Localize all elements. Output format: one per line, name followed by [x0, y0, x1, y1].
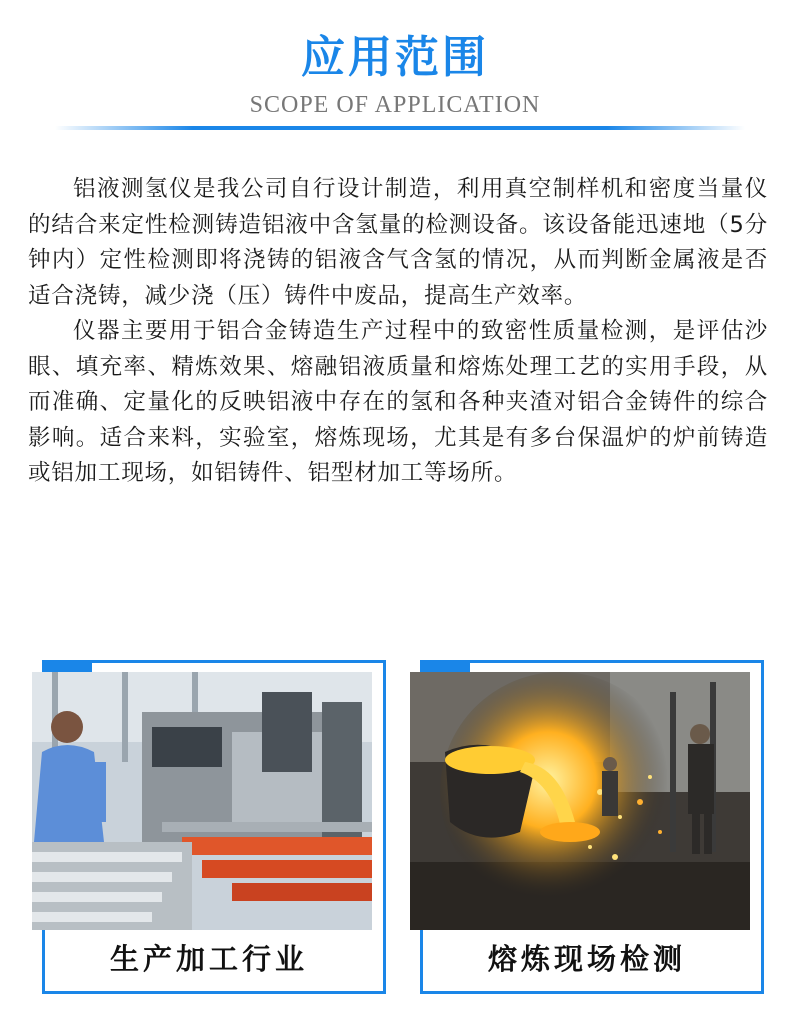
molten-metal-pouring-photo: [410, 672, 750, 930]
title-underline: [55, 126, 745, 130]
caption-box: [430, 932, 744, 986]
page-title: 应用范围: [301, 32, 489, 83]
paragraph-1: 铝液测氢仪是我公司自行设计制造，利用真空制样机和密度当量仪的结合来定性检测铸造铝液中含氢量的检测设备。该设备能迅速地（5分钟内）定性检测即将浇铸的铝液含气含氢的情况，从而判断金属液是否适合浇铸，减少浇（压）铸件中废品，提高生产效率。: [28, 176, 768, 309]
caption-box: [52, 932, 366, 986]
paragraph-2: 仪器主要用于铝合金铸造生产过程中的致密性质量检测，是评估沙眼、填充率、精炼效果、熔融铝液质量和熔炼处理工艺的实用手段，从而准确、定量化的反映铝液中存在的氢和各种夹渣对铝合金铸件的综合影响。适合来料，实验室，熔炼现场，尤其是有多台保温炉的炉前铸造或铝加工现场，如铝铸件、铝型材加工等场所。: [28, 318, 768, 486]
card-caption: 熔炼现场检测: [487, 942, 686, 976]
card-smelting: [410, 660, 762, 990]
description-text: [28, 172, 768, 492]
factory-machine-photo: [32, 672, 372, 930]
card-caption: 生产加工行业: [109, 942, 308, 976]
page-subtitle: SCOPE OF APPLICATION: [249, 92, 541, 118]
card-production: [32, 660, 384, 990]
